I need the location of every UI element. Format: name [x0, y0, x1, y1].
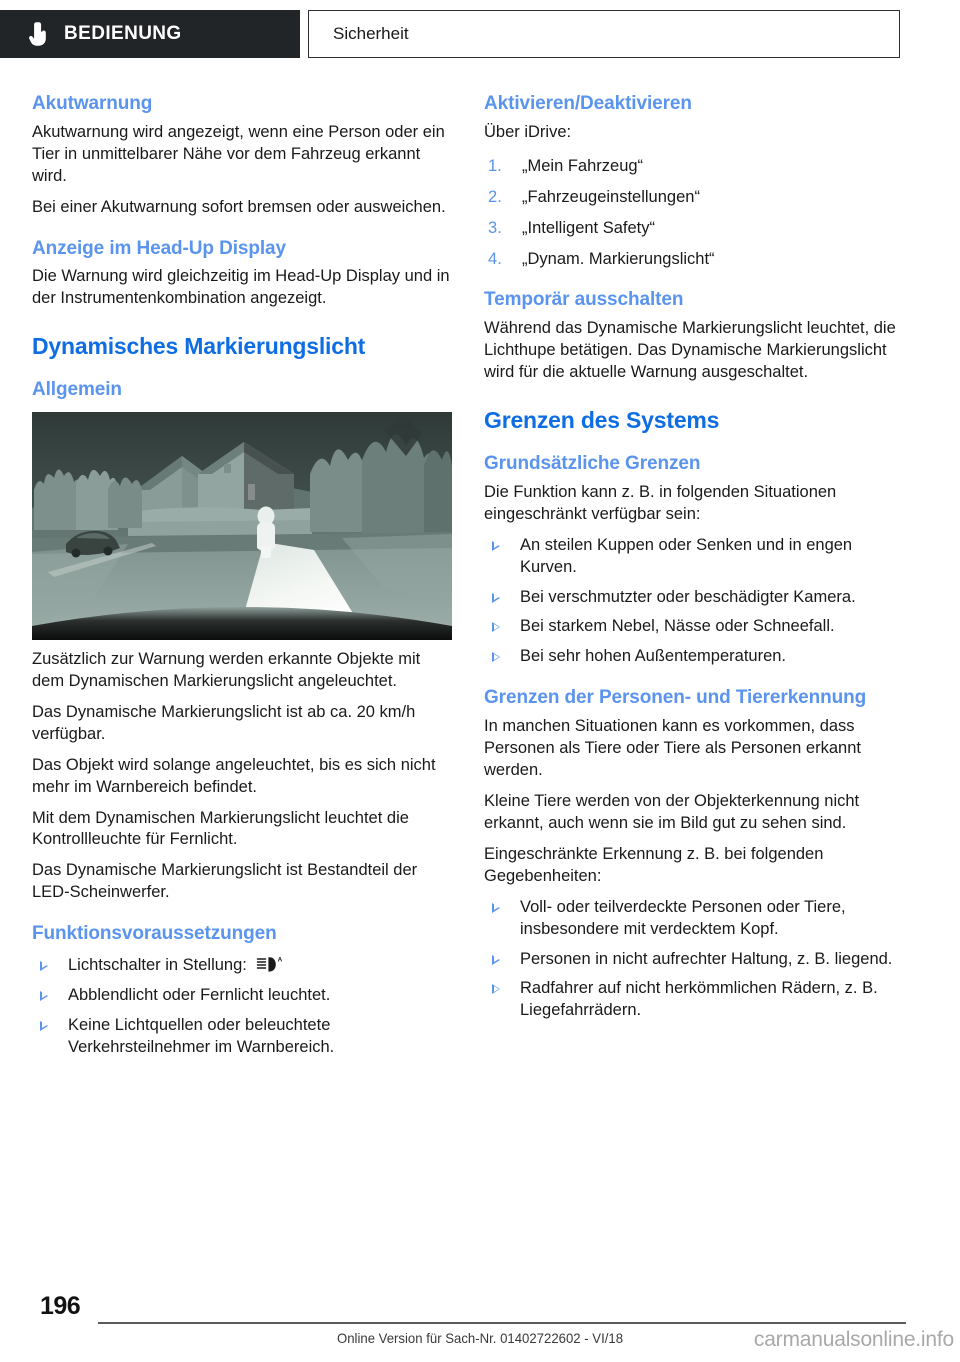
list-item-label: „Intelligent Safety“ [522, 218, 655, 237]
heading-grundsaetzliche-grenzen: Grundsätzliche Grenzen [484, 453, 701, 475]
list-item [484, 949, 904, 971]
list-item-label: Bei verschmutzter oder beschädigter Kamera. [520, 587, 856, 606]
heading-headup-display: Anzeige im Head-Up Display [32, 237, 286, 259]
triangle-bullet-icon [40, 991, 48, 1001]
heading-dynamisches-markierungslicht: Dynamisches Markierungslicht [32, 333, 366, 360]
paragraph-personen-2: Kleine Tiere werden von der Objekterkennung nicht erkannt, auch wenn sie im Bild gut zu sehen sind. [484, 791, 860, 832]
list-item [484, 587, 904, 609]
paragraph-temporaer: Während das Dynamische Markierungslicht leuchtet, die Lichthupe betätigen. Das Dynamische Markierungslicht wird für die aktuelle Warnung ausgeschaltet. [484, 319, 896, 382]
heading-akutwarnung: Akutwarnung [32, 93, 153, 114]
list-item [484, 249, 904, 271]
heading-aktivieren-deaktivieren: Aktivieren/Deaktivieren [484, 93, 692, 114]
paragraph-grundsaetzliche: Die Funktion kann z. B. in folgenden Situationen eingeschränkt verfügbar sein: [484, 482, 837, 523]
list-item-label: „Mein Fahrzeug“ [522, 156, 644, 175]
list-item-label: Lichtschalter in Stellung: [68, 956, 247, 975]
triangle-bullet-icon [492, 593, 500, 603]
page-header [0, 10, 960, 58]
list-item [484, 978, 904, 1022]
list-item [484, 535, 904, 579]
paragraph-allgemein-1: Zusätzlich zur Warnung werden erkannte Objekte mit dem Dynamischen Markierungslicht angeleuchtet. [32, 649, 421, 690]
list-funktionsvoraussetzungen [32, 955, 452, 1059]
list-item [484, 218, 904, 240]
list-item-label: Bei sehr hohen Außentemperaturen. [520, 647, 787, 666]
list-item-label: „Dynam. Markierungslicht“ [522, 249, 715, 268]
left-column [32, 92, 452, 1059]
figure-night-road-scene [32, 412, 452, 640]
page-number: 196 [40, 1292, 81, 1320]
heading-temporaer-ausschalten: Temporär ausschalten [484, 289, 684, 311]
heading-allgemein: Allgemein [32, 379, 122, 401]
paragraph-allgemein-5: Das Dynamische Markierungslicht ist Bestandteil der LED-Scheinwerfer. [32, 861, 418, 902]
triangle-bullet-icon [40, 1021, 48, 1031]
triangle-bullet-icon [492, 541, 500, 551]
list-item [32, 955, 452, 977]
triangle-bullet-icon [492, 903, 500, 913]
list-eingeschraenkte-erkennung [484, 897, 904, 1023]
paragraph-akutwarnung-2: Bei einer Akutwarnung sofort bremsen oder ausweichen. [32, 197, 446, 216]
paragraph-headup: Die Warnung wird gleichzeitig im Head-Up Display und in der Instrumentenkombination angezeigt. [32, 267, 450, 308]
paragraph-personen-1: In manchen Situationen kann es vorkommen, dass Personen als Tiere oder Tiere als Personen erkannt werden. [484, 717, 861, 779]
headlight-automatic-icon [256, 955, 282, 974]
chapter-label: BEDIENUNG [64, 23, 182, 44]
section-tab[interactable] [308, 10, 900, 58]
list-item-label: Voll- oder teilverdeckte Personen oder Tiere, insbesondere mit verdecktem Kopf. [520, 897, 846, 938]
section-label: Sicherheit [333, 24, 409, 43]
heading-grenzen-personen-tiererkennung: Grenzen der Personen- und Tiererkennung [484, 687, 867, 709]
triangle-bullet-icon [492, 652, 500, 662]
list-item [484, 187, 904, 209]
right-column [484, 92, 904, 1022]
footer-divider [98, 1322, 906, 1324]
watermark: carmanualsonline.info [753, 1328, 954, 1351]
heading-grenzen-des-systems: Grenzen des Systems [484, 407, 720, 433]
list-item-label: Bei starkem Nebel, Nässe oder Schneefall. [520, 617, 835, 636]
page-footer [0, 1292, 960, 1362]
list-item [32, 1015, 452, 1059]
list-item [484, 616, 904, 638]
svg-text:A: A [278, 956, 283, 964]
paragraph-akutwarnung-1: Akutwarnung wird angezeigt, wenn eine Person oder ein Tier in unmittelbarer Nähe vor dem Fahrzeug erkannt wird. [32, 122, 445, 185]
page-body [0, 92, 960, 1282]
list-item [484, 897, 904, 941]
paragraph-allgemein-4: Mit dem Dynamischen Markierungslicht leuchtet die Kontrollleuchte für Fernlicht. [32, 808, 409, 849]
list-item-label: An steilen Kuppen oder Senken und in engen Kurven. [520, 535, 853, 576]
chapter-tab[interactable] [0, 10, 300, 58]
pointing-hand-icon [28, 21, 50, 47]
paragraph-idrive: Über iDrive: [484, 122, 572, 141]
heading-funktionsvoraussetzungen: Funktionsvoraussetzungen [32, 923, 277, 945]
list-item-label: Radfahrer auf nicht herkömmlichen Rädern, z. B. Liegefahrrädern. [520, 979, 878, 1020]
list-item [32, 985, 452, 1007]
paragraph-personen-3: Eingeschränkte Erkennung z. B. bei folgenden Gegebenheiten: [484, 844, 824, 885]
list-item [484, 156, 904, 178]
list-item-label: Personen in nicht aufrechter Haltung, z. B. liegend. [520, 949, 893, 968]
list-grundsaetzliche-grenzen [484, 535, 904, 669]
list-item [484, 646, 904, 668]
list-item-label: „Fahrzeugeinstellungen“ [522, 187, 700, 206]
triangle-bullet-icon [492, 955, 500, 965]
triangle-bullet-icon [40, 961, 48, 971]
paragraph-allgemein-2: Das Dynamische Markierungslicht ist ab ca. 20 km/h verfügbar. [32, 702, 416, 743]
footer-note: Online Version für Sach-Nr. 01402722602 - VI/18 [336, 1330, 624, 1346]
list-idrive-steps [484, 156, 904, 271]
paragraph-allgemein-3: Das Objekt wird solange angeleuchtet, bis es sich nicht mehr im Warnbereich befindet. [32, 755, 436, 796]
triangle-bullet-icon [492, 622, 500, 632]
triangle-bullet-icon [492, 984, 500, 994]
list-item-label: Abblendlicht oder Fernlicht leuchtet. [68, 985, 331, 1004]
list-item-label: Keine Lichtquellen oder beleuchtete Verkehrsteilnehmer im Warnbereich. [68, 1015, 335, 1056]
